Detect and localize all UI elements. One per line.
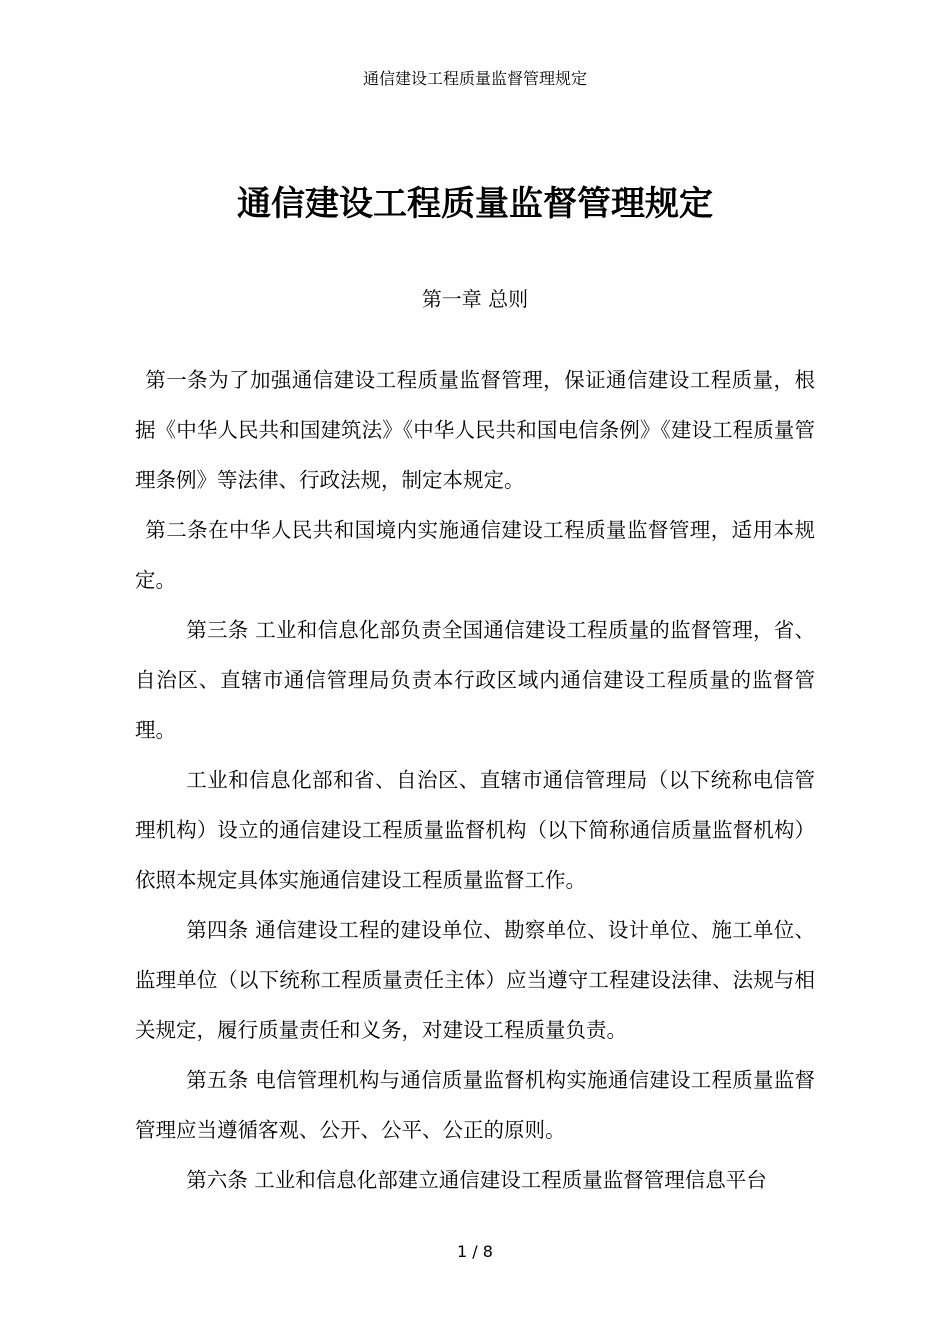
- page-number: 1 / 8: [457, 1242, 493, 1261]
- article-2-paragraph: 第二条在中华人民共和国境内实施通信建设工程质量监督管理，适用本规定。: [135, 518, 815, 592]
- document-title: 通信建设工程质量监督管理规定: [237, 184, 713, 224]
- article-3-continuation-paragraph: 工业和信息化部和省、自治区、直辖市通信管理局（以下统称电信管理机构）设立的通信建设工程质量监督机构（以下简称通信质量监督机构）依照本规定具体实施通信建设工程质量监督工作。: [135, 768, 815, 892]
- running-header: 通信建设工程质量监督管理规定: [362, 69, 587, 88]
- article-3-paragraph: 第三条 工业和信息化部负责全国通信建设工程质量的监督管理，省、自治区、直辖市通信管理局负责本行政区域内通信建设工程质量的监督管理。: [135, 618, 815, 742]
- article-5-paragraph: 第五条 电信管理机构与通信质量监督机构实施通信建设工程质量监督管理应当遵循客观、公开、公平、公正的原则。: [135, 1068, 815, 1142]
- article-6-paragraph: 第六条 工业和信息化部建立通信建设工程质量监督管理信息平台: [186, 1168, 767, 1192]
- article-1-paragraph: 第一条为了加强通信建设工程质量监督管理，保证通信建设工程质量，根据《中华人民共和国建筑法》《中华人民共和国电信条例》《建设工程质量管理条例》等法律、行政法规，制定本规定。: [135, 368, 815, 492]
- document-body: [135, 355, 815, 1205]
- chapter-heading: 第一章 总则: [421, 287, 529, 311]
- article-4-paragraph: 第四条 通信建设工程的建设单位、勘察单位、设计单位、施工单位、监理单位（以下统称工程质量责任主体）应当遵守工程建设法律、法规与相关规定，履行质量责任和义务，对建设工程质量负责。: [135, 918, 815, 1042]
